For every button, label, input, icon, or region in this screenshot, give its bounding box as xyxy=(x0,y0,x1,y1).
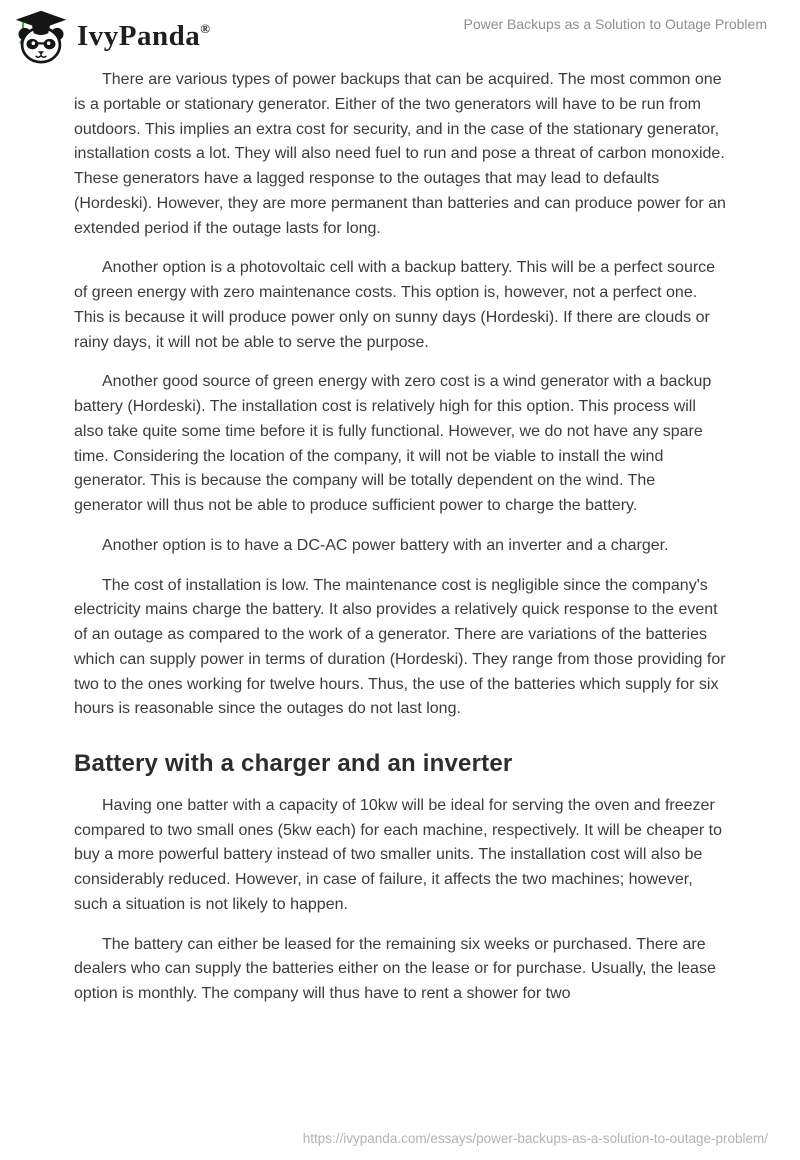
page-footer xyxy=(303,1130,768,1148)
ivypanda-logo[interactable] xyxy=(14,8,210,64)
paragraph: Having one batter with a capacity of 10kw will be ideal for serving the oven and freezer compared to two small ones (5kw each) for each machine, respectively. It will be cheaper to buy a more powerful battery instead of two smaller units. The installation cost will also be considerably reduced. However, in case of failure, it affects the two machines; however, such a situation is not likely to happen. xyxy=(74,796,722,913)
section-heading: Battery with a charger and an inverter xyxy=(74,750,513,777)
brand-name: IvyPanda® xyxy=(77,19,211,52)
panda-logo-icon xyxy=(14,8,68,64)
registered-mark: ® xyxy=(200,20,211,36)
paragraph: The cost of installation is low. The maintenance cost is negligible since the company's electricity mains charge the battery. It also provides a relatively quick response to the event of an outage as compared to the work of a generator. There are variations of the batteries which can supply power in terms of duration (Hordeski). They range from those providing for two to the ones working for twelve hours. Thus, the use of the batteries which supply for six hours is reasonable since the outages do not last long. xyxy=(74,576,726,718)
paragraph: The battery can either be leased for the remaining six weeks or purchased. There are dealers who can supply the batteries either on the lease or for purchase. Usually, the lease option is monthly. The company will thus have to rent a shower for two xyxy=(74,935,716,1003)
essay-content xyxy=(74,68,726,1007)
source-url[interactable]: https://ivypanda.com/essays/power-backups-as-a-solution-to-outage-problem/ xyxy=(302,1131,768,1146)
page-header xyxy=(0,0,800,62)
paragraph: There are various types of power backups that can be acquired. The most common one is a portable or stationary generator. Either of the two generators will have to be run from outdoors. This implies an extra cost for security, and in the case of the stationary generator, installation costs a lot. They will also need fuel to run and pose a threat of carbon monoxide. These generators have a lagged response to the outages that may lead to defaults (Hordeski). However, they are more permanent than batteries and can produce power for an extended period if the outage lasts for long. xyxy=(74,71,726,237)
paragraph: Another option is to have a DC-AC power battery with an inverter and a charger. xyxy=(102,536,669,554)
paragraph: Another option is a photovoltaic cell with a backup battery. This will be a perfect source of green energy with zero maintenance costs. This option is, however, not a perfect one. This is because it will produce power only on sunny days (Hordeski). If there are clouds or rainy days, it will not be able to serve the purpose. xyxy=(74,259,716,351)
paragraph: Another good source of green energy with zero cost is a wind generator with a backup battery (Hordeski). The installation cost is relatively high for this option. This process will also take quite some time before it is fully functional. However, we do not have any spare time. Considering the location of the company, it will not be viable to install the wind generator. This is because the company will be totally dependent on the wind. The generator will thus not be able to produce sufficient power to charge the battery. xyxy=(74,373,712,514)
document-title: Power Backups as a Solution to Outage Problem xyxy=(463,16,767,32)
